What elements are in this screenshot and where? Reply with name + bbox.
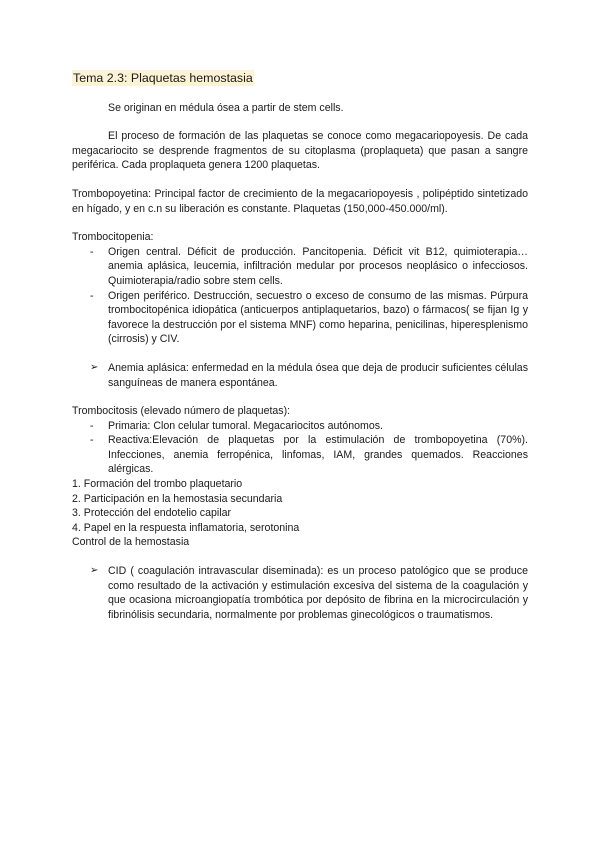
anemia-aplasica-note [72,361,528,390]
list-item-text: Origen periférico. Destrucción, secuestro o exceso de consumo de las mismas. Púrpura trombocitopénica idiopática (anticuerpos antiplaquetarios, bazo) o fármacos( se fijan Ig y favorece la destrucción por el sistema MNF) como heparina, penicilinas, hiperesplenismo (cirrosis) y CIV. [108,289,528,346]
trombocitopenia-list [72,245,528,347]
list-item [72,289,528,347]
document-page [72,70,528,622]
trombocitosis-list [72,419,528,477]
control-heading: Control de la hemostasia [72,536,190,549]
dash-bullet-icon: - [90,434,94,447]
dash-bullet-icon: - [90,245,94,258]
trombocitopenia-heading: Trombocitopenia: [72,231,154,244]
dash-bullet-icon: - [90,419,94,432]
list-item [72,245,528,289]
paragraph-origin: Se originan en médula ósea a partir de stem cells. [108,101,344,114]
trombocitosis-heading: Trombocitosis (elevado número de plaquetas): [72,405,291,418]
function-item: 1. Formación del trombo plaquetario [72,478,243,491]
list-item-text: Origen central. Déficit de producción. Pancitopenia. Déficit vit B12, quimioterapia…anemia aplásica, leucemia, infiltración medular por procesos neoplásico o infecciosos. Quimioterapia/radio sobre stem cells. [108,245,528,287]
title-text: Tema 2.3: Plaquetas hemostasia [73,71,253,85]
function-item: 3. Protección del endotelio capilar [72,507,232,520]
list-item-text: Primaria: Clon celular tumoral. Megacariocitos autónomos. [108,419,383,432]
function-item: 4. Papel en la respuesta inflamatoria, serotonina [72,521,300,534]
arrow-bullet-icon: ➢ [90,565,99,577]
cid-note [72,564,528,622]
list-item-text: Reactiva:Elevación de plaquetas por la estimulación de trombopoyetina (70%). Infecciones, anemia ferropénica, linfomas, IAM, grandes quemados. Reacciones alérgicas. [108,434,528,476]
paragraph-megacariopoyesis: El proceso de formación de las plaquetas se conoce como megacariopoyesis. De cada megacariocito se desprende fragmentos de su citoplasma (proplaqueta) que pasan a sangre periférica. Cada proplaqueta genera 1200 plaquetas. [72,130,528,172]
list-item [72,433,528,477]
list-item [72,419,528,434]
note-text: CID ( coagulación intravascular diseminada): es un proceso patológico que se produce como resultado de la activación y estimulación excesiva del sistema de la coagulación y que ocasiona microangiopatía trombótica por depósito de fibrina en la microcirculación y fibrinólisis secundaria, normalmente por problemas ginecológicos o traumatismos. [108,565,528,621]
page-title [72,70,528,87]
functions-list [72,477,528,535]
note-text: Anemia aplásica: enfermedad en la médula ósea que deja de producir suficientes células sanguíneas de manera espontánea. [108,361,528,389]
function-item: 2. Participación en la hemostasia secundaria [72,492,283,505]
paragraph-trombopoyetina: Trombopoyetina: Principal factor de crecimiento de la megacariopoyesis , polipéptido sintetizado en hígado, y en c.n su liberación es constante. Plaquetas (150,000-450.000/ml). [72,187,528,215]
dash-bullet-icon: - [90,289,94,302]
arrow-bullet-icon: ➢ [90,361,99,373]
